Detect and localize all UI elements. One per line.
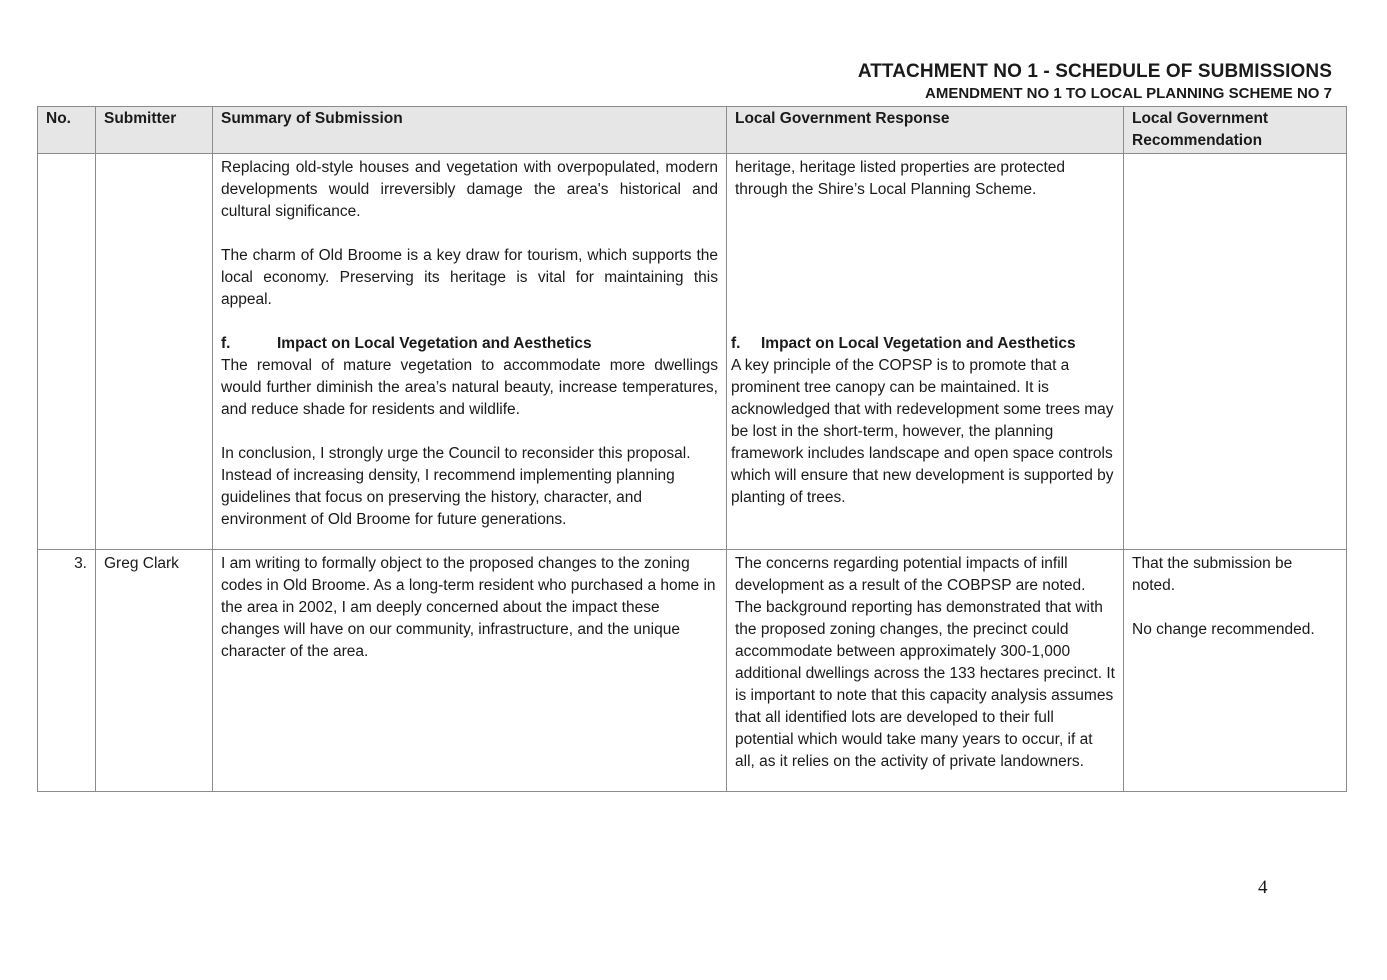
recommendation-paragraph: That the submission be noted. (1132, 555, 1293, 594)
cell-submitter: Greg Clark (96, 550, 213, 792)
page-number: 4 (1258, 877, 1268, 898)
subheading-text: Impact on Local Vegetation and Aesthetics (277, 335, 592, 352)
summary-paragraph: Replacing old-style houses and vegetation with overpopulated, modern developments would irreversibly damage the area's historical and cultural significance. (221, 159, 718, 220)
cell-submitter (96, 154, 213, 550)
document-header (858, 60, 1332, 103)
cell-no (38, 154, 96, 550)
attachment-title: ATTACHMENT NO 1 - SCHEDULE OF SUBMISSIONS (857, 61, 1332, 82)
response-subheading (731, 333, 1115, 355)
header-row (38, 107, 1347, 154)
table-header (38, 107, 1347, 154)
cell-no: 3. (38, 550, 96, 792)
cell-summary (213, 550, 727, 792)
response-paragraph: A key principle of the COPSP is to promote that a prominent tree canopy can be maintained. It is acknowledged that with redevelopment some trees may be lost in the short-term, however, the planning framework includes landscape and open space controls which will ensure that new development is supported by planting of trees. (731, 357, 1114, 506)
table-row (38, 550, 1347, 792)
summary-paragraph: The charm of Old Broome is a key draw for tourism, which supports the local economy. Preserving its heritage is vital for maintaining this appeal. (221, 247, 718, 308)
summary-paragraph: In conclusion, I strongly urge the Council to reconsider this proposal. Instead of increasing density, I recommend implementing planning guidelines that focus on preserving the history, character, and environment of Old Broome for future generations. (221, 445, 691, 528)
subheading-letter: f. (731, 335, 741, 352)
amendment-subtitle: AMENDMENT NO 1 TO LOCAL PLANNING SCHEME NO 7 (925, 85, 1332, 102)
column-header-submitter: Submitter (96, 107, 213, 154)
column-header-no: No. (38, 107, 96, 154)
summary-subheading (221, 333, 718, 355)
recommendation-paragraph: No change recommended. (1132, 621, 1315, 638)
cell-recommendation (1124, 550, 1347, 792)
response-paragraph: The concerns regarding potential impacts of infill development as a result of the COBPSP are noted. The background reporting has demonstrated that with the proposed zoning changes, the precinct could accommodate between approximately 300-1,000 additional dwellings across the 133 hectares precinct. It is important to note that this capacity analysis assumes that all identified lots are developed to their full potential which would take many years to occur, if at all, as it relies on the activity of private landowners. (735, 555, 1115, 770)
column-header-summary: Summary of Submission (213, 107, 727, 154)
table-row (38, 154, 1347, 550)
subheading-letter: f. (221, 335, 231, 352)
column-header-response: Local Government Response (727, 107, 1124, 154)
response-paragraph: heritage, heritage listed properties are protected through the Shire’s Local Planning Scheme. (735, 159, 1066, 198)
submissions-table (37, 106, 1347, 792)
cell-response (727, 154, 1124, 550)
cell-summary (213, 154, 727, 550)
summary-paragraph: The removal of mature vegetation to accommodate more dwellings would further diminish the area’s natural beauty, increase temperatures, and reduce shade for residents and wildlife. (221, 357, 718, 418)
cell-recommendation (1124, 154, 1347, 550)
subheading-text: Impact on Local Vegetation and Aesthetics (761, 335, 1076, 352)
cell-response (727, 550, 1124, 792)
summary-paragraph: I am writing to formally object to the proposed changes to the zoning codes in Old Broome. As a long-term resident who purchased a home in the area in 2002, I am deeply concerned about the impact these changes will have on our community, infrastructure, and the unique character of the area. (221, 555, 716, 660)
column-header-recommendation: Local Government Recommendation (1124, 107, 1347, 154)
